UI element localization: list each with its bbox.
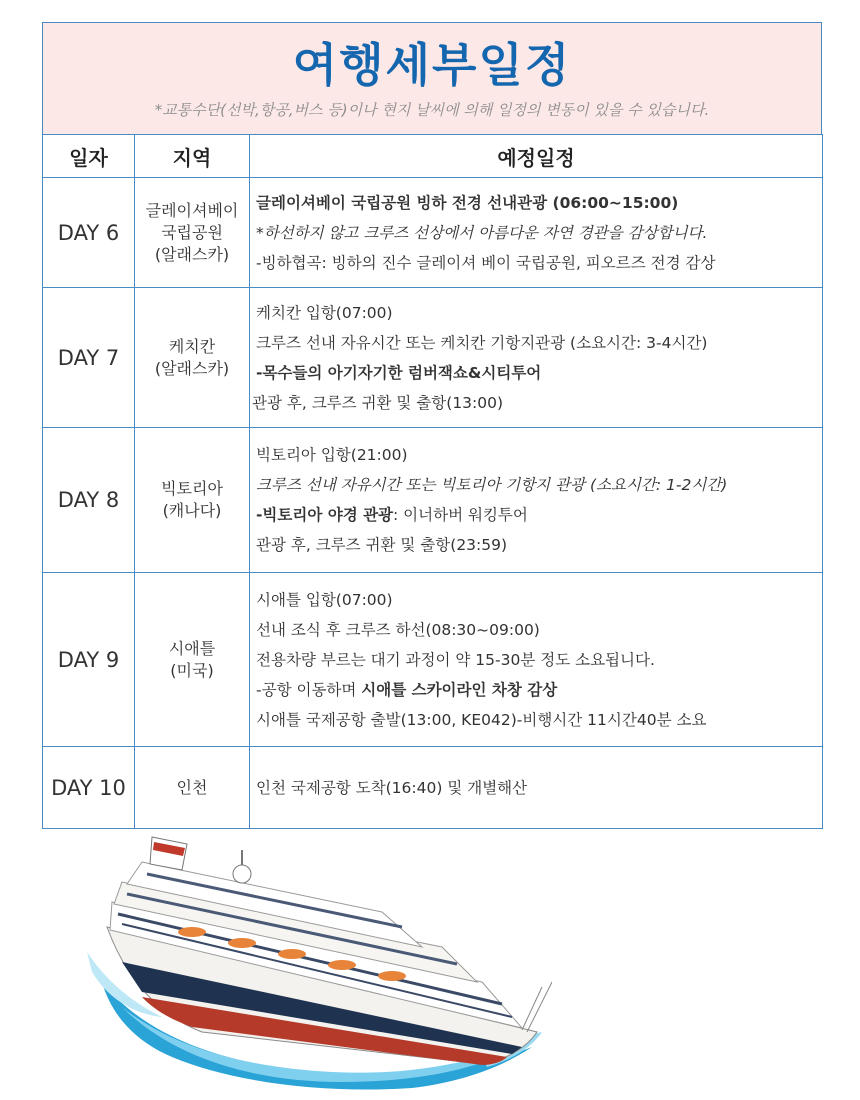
column-header-day: 일자: [43, 135, 135, 178]
day-cell: DAY 10: [43, 747, 135, 829]
schedule-cell: [250, 288, 823, 428]
schedule-line: 관광 후, 크루즈 귀환 및 출항(13:00): [252, 393, 504, 412]
table-row: [43, 573, 823, 747]
region-line: 국립공원: [161, 222, 223, 242]
day-cell: DAY 6: [43, 178, 135, 288]
region-line: 인천: [176, 777, 208, 797]
region-cell: [135, 428, 250, 573]
region-line: 빅토리아: [161, 479, 223, 498]
region-line: (캐나다): [162, 501, 222, 520]
schedule-cell: [250, 573, 823, 747]
schedule-line: 빅토리아 입항(21:00): [256, 446, 408, 464]
region-cell: [135, 288, 250, 428]
day-cell: DAY 9: [43, 573, 135, 747]
header-row: [43, 135, 823, 178]
day-cell: DAY 8: [43, 428, 135, 573]
region-line: 글레이셔베이: [145, 200, 239, 220]
schedule-line: 전용차량 부르는 대기 과정이 약 15-30분 정도 소요됩니다.: [256, 650, 655, 669]
column-header-region: 지역: [135, 135, 250, 178]
region-line: 시애틀: [168, 638, 216, 658]
schedule-line: 글레이셔베이 국립공원 빙하 전경 선내관광 (06:00~15:00): [256, 193, 679, 212]
schedule-line: 시애틀 입항(07:00): [256, 590, 393, 609]
region-line: (알래스카): [154, 244, 230, 264]
notice-text: *교통수단(선박,항공,버스 등)이나 현지 날씨에 의해 일정의 변동이 있을 수 있습니다.: [154, 101, 710, 119]
region-line: (미국): [170, 660, 214, 680]
region-line: (알래스카): [154, 358, 230, 378]
schedule-line-bold: 시애틀 스카이라인 차창 감상: [361, 680, 558, 699]
column-header-schedule: 예정일정: [250, 135, 823, 178]
table-row: [43, 747, 823, 829]
schedule-line-bold: -빅토리아 야경 관광: [256, 506, 394, 524]
title-banner: [42, 22, 822, 134]
schedule-line: [256, 675, 816, 705]
schedule-line: -목수들의 아기자기한 럼버잭쇼&시티투어: [256, 363, 542, 382]
schedule-cell: [250, 178, 823, 288]
cruise-ship-image: [82, 832, 552, 1092]
table-row: [43, 428, 823, 573]
schedule-line: -빙하협곡: 빙하의 진수 글레이셔 베이 국립공원, 피오르즈 전경 감상: [256, 253, 716, 272]
schedule-line: 크루즈 선내 자유시간 또는 케치칸 기항지관광 (소요시간: 3-4시간): [256, 333, 708, 352]
schedule-line: 선내 조식 후 크루즈 하선(08:30~09:00): [256, 620, 540, 639]
table-row: [43, 288, 823, 428]
region-cell: [135, 178, 250, 288]
schedule-table: [42, 134, 823, 829]
schedule-line: 관광 후, 크루즈 귀환 및 출항(23:59): [256, 536, 508, 554]
schedule-line: 크루즈 선내 자유시간 또는 빅토리아 기항지 관광 (소요시간: 1-2시간): [256, 476, 728, 494]
itinerary-sheet: [42, 22, 822, 829]
schedule-line: 케치칸 입항(07:00): [256, 303, 393, 322]
schedule-cell: [250, 747, 823, 829]
region-line: 케치칸: [168, 336, 216, 356]
schedule-line: *하선하지 않고 크루즈 선상에서 아름다운 자연 경관을 감상합니다.: [256, 223, 708, 242]
region-cell: [135, 573, 250, 747]
region-cell: [135, 747, 250, 829]
table-row: [43, 178, 823, 288]
schedule-line: [256, 500, 816, 530]
schedule-cell: [250, 428, 823, 573]
schedule-line-rest: : 이너하버 워킹투어: [393, 506, 528, 524]
schedule-line-lead: -공항 이동하며: [256, 680, 362, 699]
day-cell: DAY 7: [43, 288, 135, 428]
page-title: 여행세부일정: [292, 38, 572, 92]
schedule-line: 시애틀 국제공항 출발(13:00, KE042)-비행시간 11시간40분 소요: [256, 710, 707, 729]
schedule-line: 인천 국제공항 도착(16:40) 및 개별해산: [256, 778, 528, 797]
